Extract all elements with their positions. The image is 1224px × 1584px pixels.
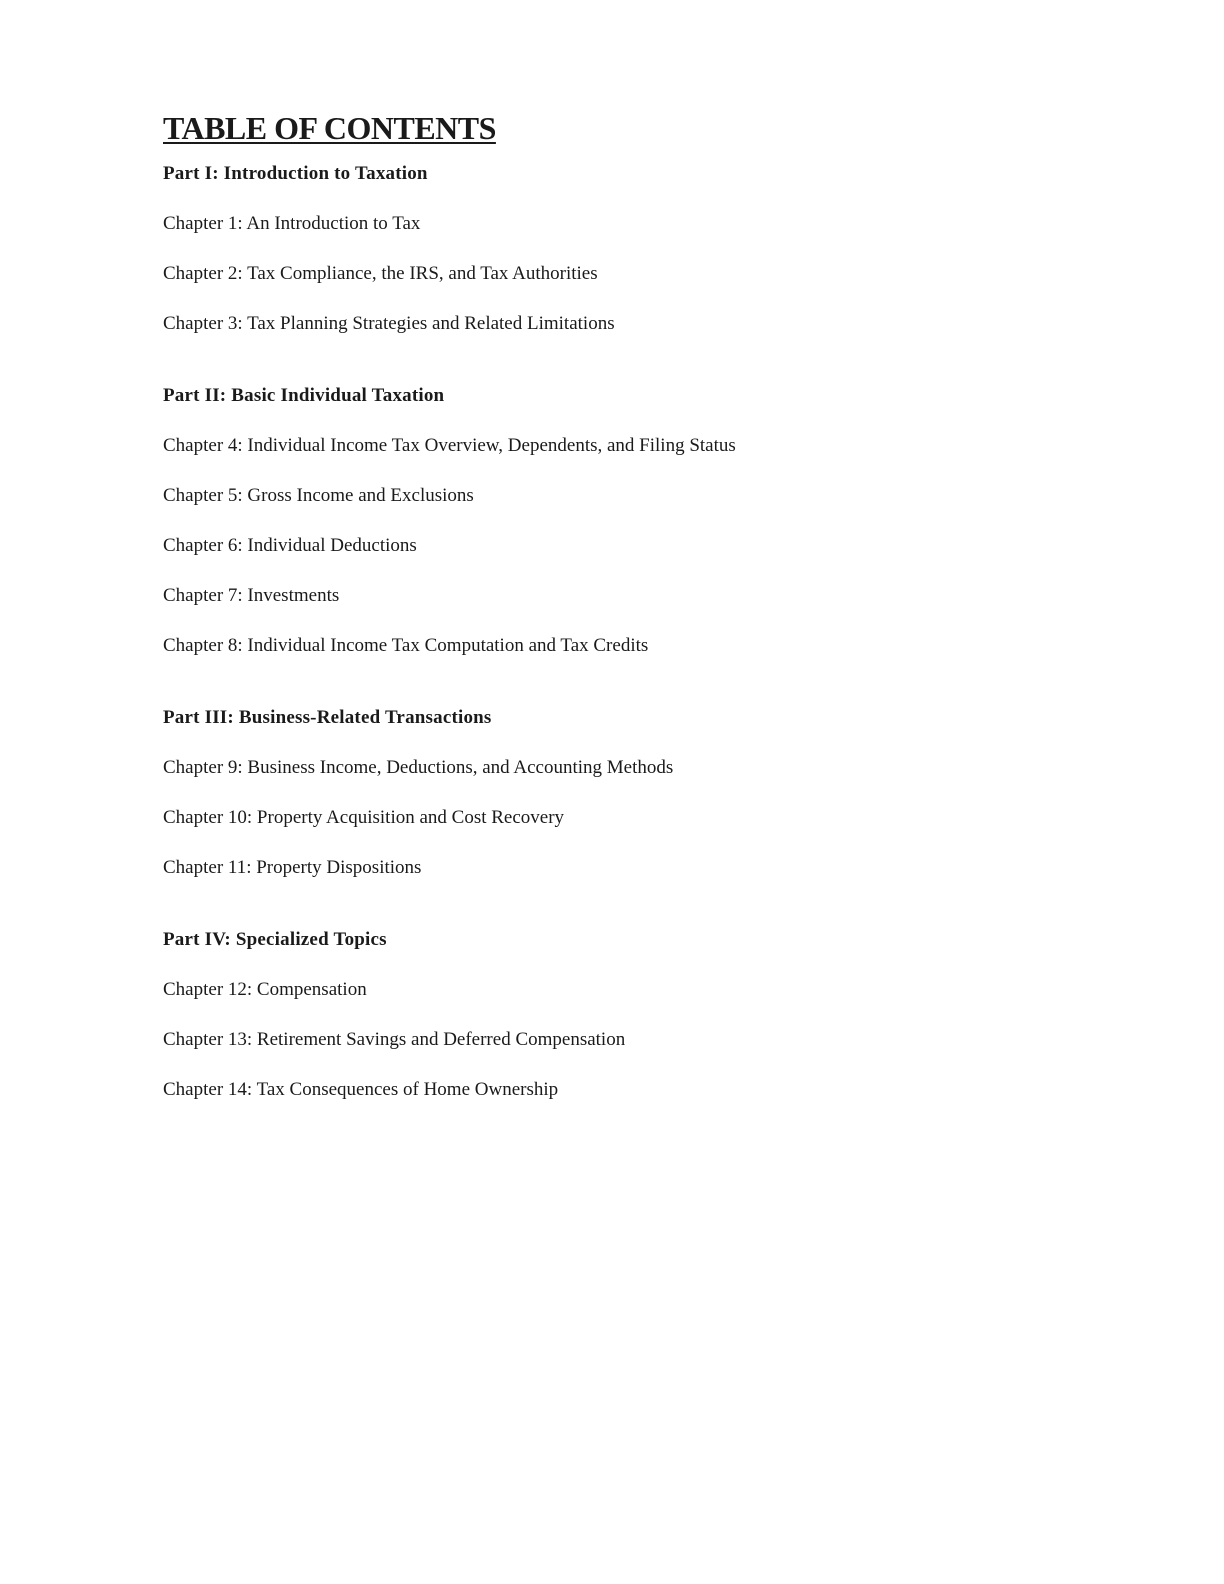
part-title: Part IV: Specialized Topics (163, 929, 387, 950)
chapter-3: Chapter 3: Tax Planning Strategies and Related Limitations (163, 313, 615, 334)
part-2 (163, 384, 1063, 658)
chapter-14: Chapter 14: Tax Consequences of Home Ownership (163, 1079, 559, 1100)
chapter-13: Chapter 13: Retirement Savings and Deferred Compensation (163, 1029, 626, 1050)
page-title: TABLE OF CONTENTS (163, 110, 496, 146)
chapter-2: Chapter 2: Tax Compliance, the IRS, and Tax Authorities (163, 263, 598, 284)
chapter-8: Chapter 8: Individual Income Tax Computation and Tax Credits (163, 635, 649, 656)
part-3 (163, 706, 1063, 880)
chapter-9: Chapter 9: Business Income, Deductions, and Accounting Methods (163, 757, 674, 778)
chapter-10: Chapter 10: Property Acquisition and Cost Recovery (163, 807, 565, 828)
part-title: Part II: Basic Individual Taxation (163, 385, 445, 406)
document-page (163, 108, 1063, 1102)
chapter-4: Chapter 4: Individual Income Tax Overview, Dependents, and Filing Status (163, 435, 736, 456)
chapter-11: Chapter 11: Property Dispositions (163, 857, 422, 878)
chapter-6: Chapter 6: Individual Deductions (163, 535, 417, 556)
chapter-7: Chapter 7: Investments (163, 585, 340, 606)
part-1 (163, 162, 1063, 336)
chapter-1: Chapter 1: An Introduction to Tax (163, 213, 421, 234)
chapter-12: Chapter 12: Compensation (163, 979, 367, 1000)
chapter-5: Chapter 5: Gross Income and Exclusions (163, 485, 474, 506)
part-4 (163, 928, 1063, 1102)
part-title: Part I: Introduction to Taxation (163, 163, 428, 184)
part-title: Part III: Business-Related Transactions (163, 707, 492, 728)
